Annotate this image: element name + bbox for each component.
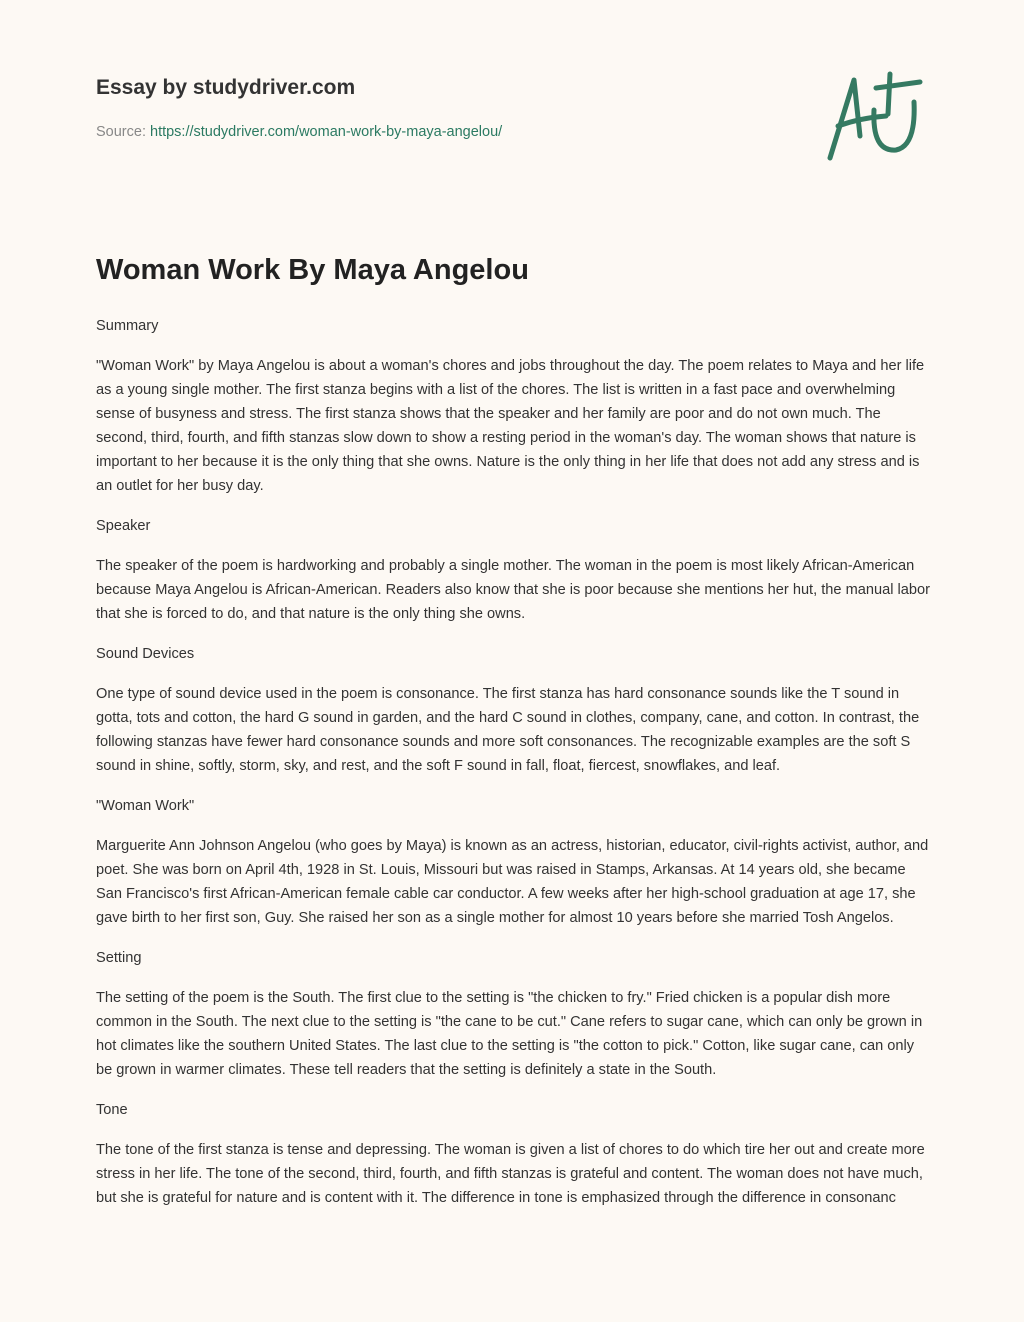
a-plus-logo-icon [820, 66, 930, 166]
section-heading: Speaker [96, 518, 151, 534]
section-paragraph: Marguerite Ann Johnson Angelou (who goes by Maya) is known as an actress, historian, educator, civil-rights activist, author, and poet. She was born on April 4th, 1928 in St. Louis, Missouri but was raised in Stamps, Arkansas. At 14 years old, she became San Francisco's first African-American female cable car conductor. A few weeks after her high-school graduation at age 17, she gave birth to her first son, Guy. She raised her son as a single mother for almost 10 years before she married Tosh Angelos. [96, 838, 929, 926]
section-paragraph: The tone of the first stanza is tense and depressing. The woman is given a list of chores to do which tire her out and create more stress in her life. The tone of the second, third, fourth, and fifth stanzas is grateful and content. The woman does not have much, but she is grateful for nature and is content with it. The difference in tone is emphasized through the difference in consonanc [96, 1142, 925, 1206]
essay-title: Woman Work By Maya Angelou [96, 254, 529, 286]
site-brand: Essay by studydriver.com [96, 76, 356, 99]
section-heading: Sound Devices [96, 646, 195, 662]
section-paragraph: The setting of the poem is the South. The first clue to the setting is "the chicken to fry." Fried chicken is a popular dish more common in the South. The next clue to the setting is "the cane to be cut." Cane refers to sugar cane, which can only be grown in hot climates like the southern United States. The last clue to the setting is "the cotton to pick." Cotton, like sugar cane, can only be grown in warmer climates. These tell readers that the setting is definitely a state in the South. [96, 990, 923, 1078]
section-heading: Summary [96, 318, 159, 334]
section-heading: Tone [96, 1102, 128, 1118]
section-paragraph: One type of sound device used in the poem is consonance. The first stanza has hard consonance sounds like the T sound in gotta, tots and cotton, the hard G sound in garden, and the hard C sound in clothes, company, cane, and cotton. In contrast, the following stanzas have fewer hard consonance sounds and more soft consonances. The recognizable examples are the soft S sound in shine, softly, storm, sky, and rest, and the soft F sound in fall, float, fiercest, snowflakes, and leaf. [96, 686, 920, 774]
source-link[interactable]: https://studydriver.com/woman-work-by-maya-angelou/ [150, 124, 503, 140]
source-label: Source: [96, 124, 150, 140]
section-heading: Setting [96, 950, 142, 966]
source-line [96, 124, 502, 140]
essay-body [96, 314, 932, 1226]
section-heading: "Woman Work" [96, 798, 195, 814]
section-paragraph: "Woman Work" by Maya Angelou is about a woman's chores and jobs throughout the day. The poem relates to Maya and her life as a young single mother. The first stanza begins with a list of the chores. The list is written in a fast pace and overwhelming sense of busyness and stress. The first stanza shows that the speaker and her family are poor and do not own much. The second, third, fourth, and fifth stanzas slow down to show a resting period in the woman's day. The woman shows that nature is important to her because it is the only thing that she owns. Nature is the only thing in her life that does not add any stress and is an outlet for her busy day. [96, 358, 925, 494]
section-paragraph: The speaker of the poem is hardworking and probably a single mother. The woman in the poem is most likely African-American because Maya Angelou is African-American. Readers also know that she is poor because she mentions her hut, the manual labor that she is forced to do, and that nature is the only thing she owns. [96, 558, 930, 622]
